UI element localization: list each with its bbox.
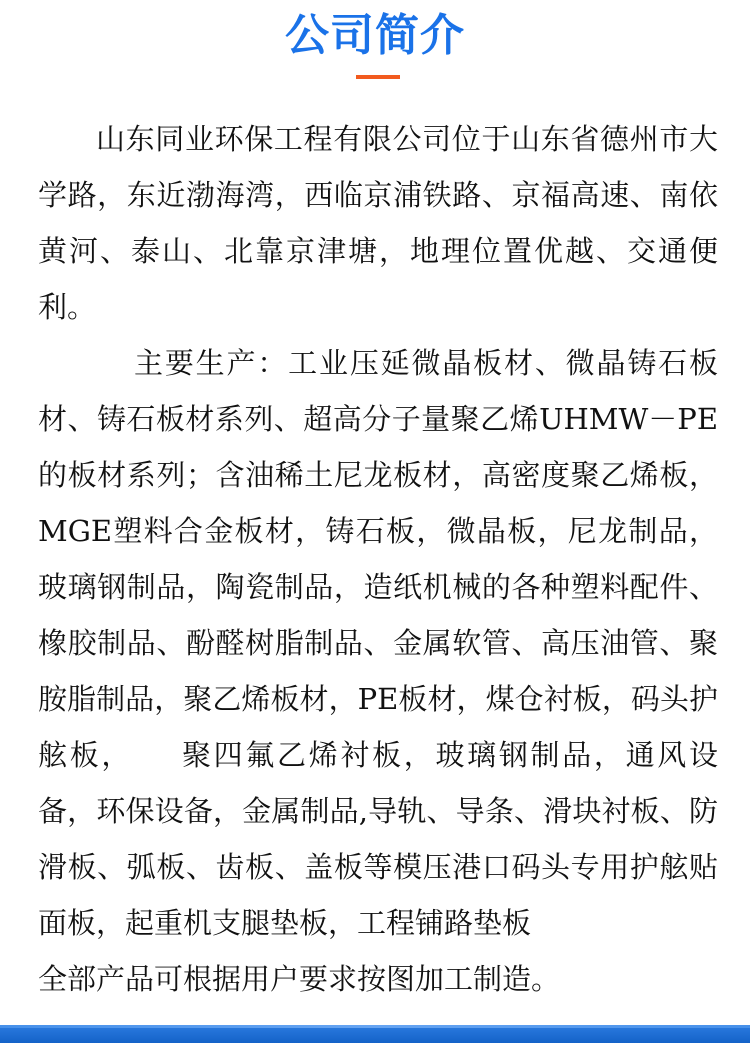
company-description [38,111,718,1007]
page-title: 公司简介 [285,10,465,61]
footer-bar-highlight [0,1025,750,1028]
title-underline-divider [356,75,400,79]
custom-processing-paragraph: 全部产品可根据用户要求按图加工制造。 [38,962,561,996]
intro-paragraph: 山东同业环保工程有限公司位于山东省德州市大学路，东近渤海湾，西临京浦铁路、京福高速、南依黄河、泰山、北靠京津塘，地理位置优越、交通便利。 [38,122,718,324]
products-paragraph: 主要生产：工业压延微晶板材、微晶铸石板材、铸石板材系列、超高分子量聚乙烯UHMW－PE的板材系列；含油稀土尼龙板材，高密度聚乙烯板，MGE塑料合金板材，铸石板，微晶板，尼龙制品，玻璃钢制品，陶瓷制品，造纸机械的各种塑料配件、橡胶制品、酚醛树脂制品、金属软管、高压油管、聚胺脂制品，聚乙烯板材，PE板材，煤仓衬板，码头护舷板， 聚四氟乙烯衬板，玻璃钢制品，通风设备，环保设备，金属制品,导轨、导条、滑块衬板、防滑板、弧板、齿板、盖板等模压港口码头专用护舷贴面板，起重机支腿垫板，工程铺路垫板 [38,346,718,940]
